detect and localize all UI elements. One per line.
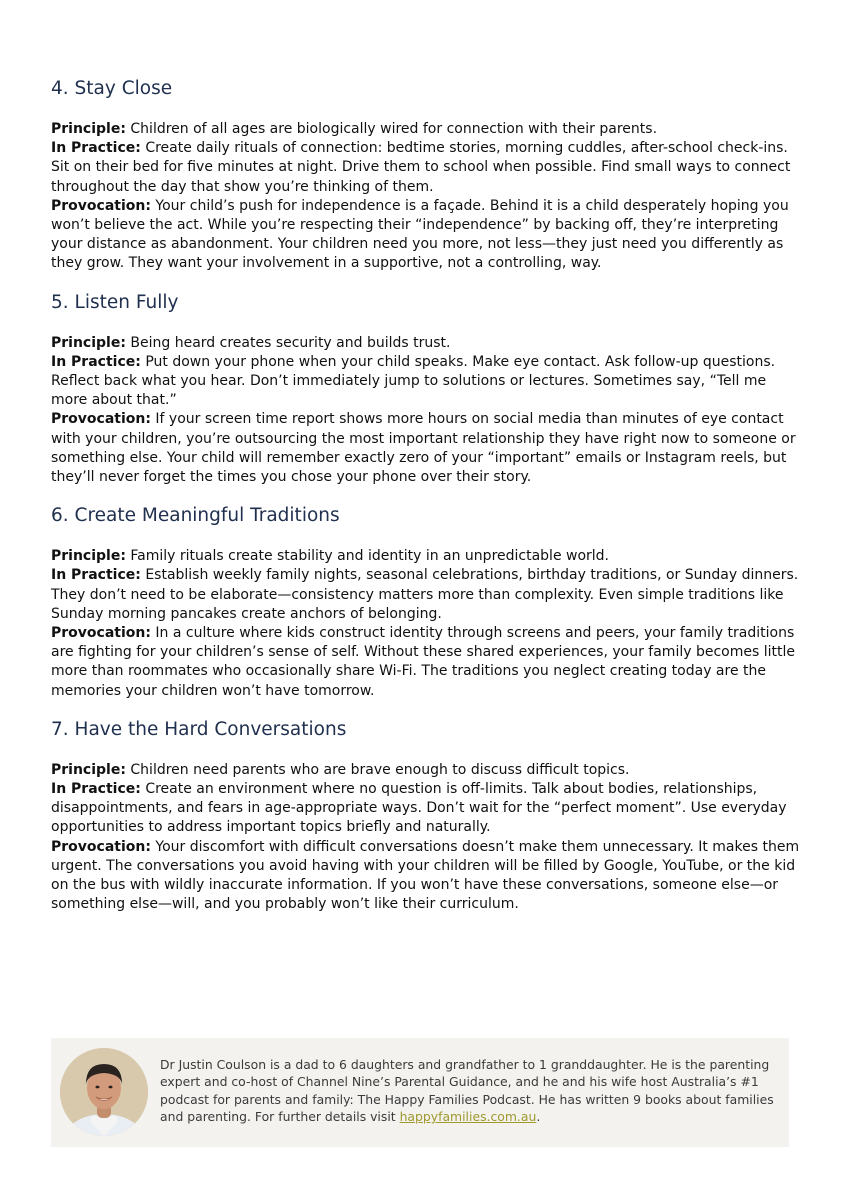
section-heading: 4. Stay Close (51, 78, 173, 99)
practice-label: In Practice: (51, 353, 141, 370)
principle-paragraph (51, 547, 803, 566)
practice-paragraph (51, 139, 803, 197)
author-bio-box (51, 1038, 789, 1147)
principle-label: Principle: (51, 334, 126, 351)
practice-label: In Practice: (51, 781, 141, 798)
provocation-text: Your child’s push for independence is a façade. Behind it is a child desperately hoping you won’t believe the act. While you’re respecting their “independence” by backing off, they’re interpreting your distance as abandonment. Your children need you more, not less—they just need you differently as they grow. They want your involvement in a supportive, not a controlling, way. (51, 197, 789, 272)
principle-text: Children need parents who are brave enough to discuss difficult topics. (130, 761, 630, 778)
author-portrait-icon (60, 1048, 148, 1136)
website-link[interactable]: happyfamilies.com.au (399, 1109, 537, 1125)
provocation-paragraph (51, 624, 803, 701)
section-meaningful-traditions (51, 504, 803, 701)
section-hard-conversations (51, 718, 803, 915)
section-listen-fully (51, 291, 803, 488)
section-heading: 6. Create Meaningful Traditions (51, 505, 340, 527)
section-stay-close (51, 77, 803, 274)
author-avatar (60, 1048, 148, 1136)
provocation-label: Provocation: (51, 197, 151, 214)
principle-text: Being heard creates security and builds trust. (130, 334, 451, 351)
practice-label: In Practice: (51, 140, 141, 157)
bio-body: Dr Justin Coulson is a dad to 6 daughters and grandfather to 1 granddaughter. He is the parenting expert and co-host of Channel Nine’s Parental Guidance, and he and his wife host Australia’s #1 podcast for parents and family: The Happy Families Podcast. He has written 9 books about families and parenting. For further details visit (160, 1057, 774, 1125)
section-heading: 7. Have the Hard Conversations (51, 718, 347, 740)
practice-text: Create daily rituals of connection: bedtime stories, morning cuddles, after-school check-ins. Sit on their bed for five minutes at night. Drive them to school when possible. Find small ways to connect throughout the day that show you’re thinking of them. (51, 140, 791, 195)
provocation-text: In a culture where kids construct identity through screens and peers, your family traditions are fighting for your children’s sense of self. Without these shared experiences, your family becomes little more than roommates who occasionally share Wi-Fi. The traditions you neglect creating today are the memories your children won’t have tomorrow. (51, 625, 795, 699)
principle-paragraph (51, 120, 803, 139)
provocation-label: Provocation: (51, 838, 151, 855)
practice-paragraph (51, 566, 803, 624)
provocation-paragraph (51, 410, 803, 487)
principle-paragraph (51, 761, 803, 780)
practice-text: Establish weekly family nights, seasonal celebrations, birthday traditions, or Sunday dinners. They don’t need to be elaborate—consistency matters more than complexity. Even simple traditions like Sunday morning pancakes create anchors of belonging. (51, 567, 799, 622)
provocation-label: Provocation: (51, 625, 151, 642)
practice-text: Create an environment where no question is off-limits. Talk about bodies, relationships, disappointments, and fears in age-appropriate ways. Don’t wait for the “perfect moment”. Use everyday opportunities to address important topics briefly and naturally. (51, 781, 787, 836)
provocation-text: Your discomfort with difficult conversations doesn’t make them unnecessary. It makes them urgent. The conversations you avoid having with your children will be filled by Google, YouTube, or the kid on the bus with wildly inaccurate information. If you won’t have these conversations, someone else—or something else—will, and you probably won’t like their curriculum. (51, 838, 800, 913)
practice-text: Put down your phone when your child speaks. Make eye contact. Ask follow-up questions. Reflect back what you hear. Don’t immediately jump to solutions or lectures. Sometimes say, “Tell me more about that.” (51, 353, 776, 409)
provocation-paragraph (51, 197, 803, 274)
main-content (51, 77, 803, 932)
principle-paragraph (51, 334, 803, 353)
practice-paragraph (51, 353, 803, 411)
practice-label: In Practice: (51, 567, 141, 584)
principle-text: Children of all ages are biologically wired for connection with their parents. (130, 121, 658, 137)
provocation-paragraph (51, 838, 803, 915)
practice-paragraph (51, 780, 803, 838)
provocation-label: Provocation: (51, 411, 151, 428)
principle-label: Principle: (51, 548, 126, 565)
bio-suffix: . (536, 1109, 541, 1125)
principle-text: Family rituals create stability and identity in an unpredictable world. (130, 548, 610, 565)
section-heading: 5. Listen Fully (51, 291, 179, 313)
principle-label: Principle: (51, 121, 126, 137)
principle-label: Principle: (51, 761, 126, 778)
author-bio-text (160, 1056, 780, 1126)
provocation-text: If your screen time report shows more hours on social media than minutes of eye contact with your children, you’re outsourcing the most important relationship they have right now to someone or something else. Your child will remember exactly zero of your “important” emails or Instagram reels, but they’ll never forget the times you chose your phone over their story. (51, 411, 796, 486)
